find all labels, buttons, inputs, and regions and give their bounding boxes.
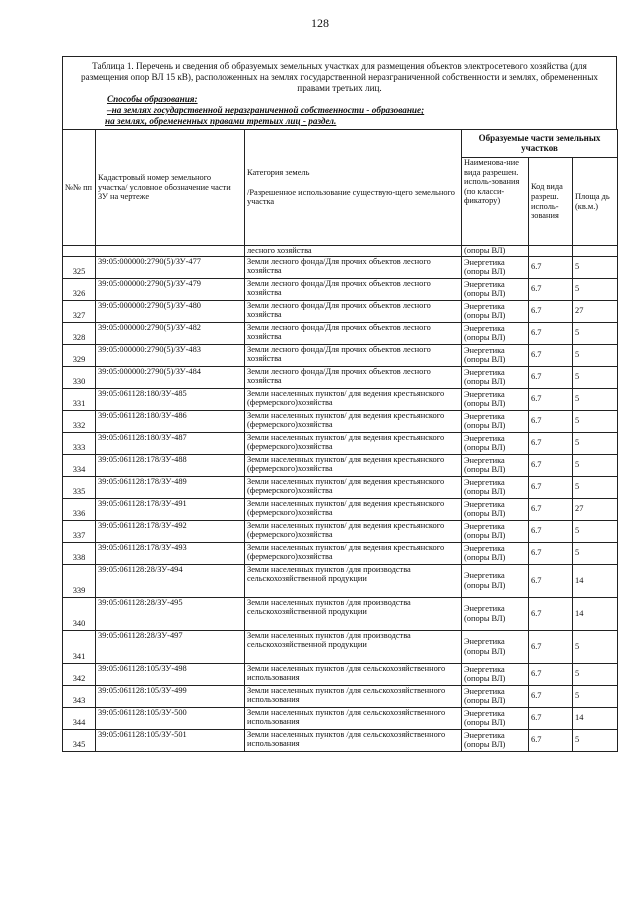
- row-number: 343: [63, 685, 96, 707]
- row-cadastral-id: 39:05:000000:2790(5)/ЗУ-483: [96, 344, 245, 366]
- row-category: Земли населенных пунктов/ для ведения крестьянского (фермерского)хозяйства: [245, 476, 462, 498]
- table-row: [63, 597, 618, 630]
- row-number: 338: [63, 542, 96, 564]
- row-cadastral-id: 39:05:061128:178/ЗУ-491: [96, 498, 245, 520]
- row-cadastral-id: 39:05:061128:105/ЗУ-498: [96, 663, 245, 685]
- row-use: Энергетика (опоры ВЛ): [462, 707, 529, 729]
- row-category: Земли лесного фонда/Для прочих объектов лесного хозяйства: [245, 278, 462, 300]
- table-row: [63, 322, 618, 344]
- row-number: 336: [63, 498, 96, 520]
- table-row: [63, 476, 618, 498]
- row-use: Энергетика (опоры ВЛ): [462, 542, 529, 564]
- row-area: 14: [573, 707, 618, 729]
- table-row: [63, 685, 618, 707]
- row-category: Земли населенных пунктов/ для ведения крестьянского (фермерского)хозяйства: [245, 388, 462, 410]
- row-use: Энергетика (опоры ВЛ): [462, 278, 529, 300]
- row-use: Энергетика (опоры ВЛ): [462, 476, 529, 498]
- row-number: 335: [63, 476, 96, 498]
- row-code: 6.7: [529, 663, 573, 685]
- row-number: 331: [63, 388, 96, 410]
- row-category: Земли населенных пунктов /для сельскохозяйственного использования: [245, 707, 462, 729]
- row-category: Земли населенных пунктов /для производства сельскохозяйственной продукции: [245, 564, 462, 597]
- row-code: 6.7: [529, 685, 573, 707]
- row-use: Энергетика (опоры ВЛ): [462, 410, 529, 432]
- table-row: [63, 498, 618, 520]
- row-area: 5: [573, 344, 618, 366]
- row-code: 6.7: [529, 630, 573, 663]
- row-area: 5: [573, 685, 618, 707]
- row-cadastral-id: 39:05:061128:180/ЗУ-485: [96, 388, 245, 410]
- row-category: Земли населенных пунктов /для производства сельскохозяйственной продукции: [245, 597, 462, 630]
- row-category: Земли населенных пунктов/ для ведения крестьянского (фермерского)хозяйства: [245, 454, 462, 476]
- row-area: 5: [573, 366, 618, 388]
- row-cadastral-id: 39:05:061128:180/ЗУ-486: [96, 410, 245, 432]
- row-cadastral-id: 39:05:000000:2790(5)/ЗУ-484: [96, 366, 245, 388]
- header-use-name: Наименова-ние вида разрешен. исполь-зования (по класси-фикатору): [462, 158, 529, 246]
- row-area: 5: [573, 256, 618, 278]
- page-number: 128: [311, 16, 329, 30]
- row-area: 5: [573, 542, 618, 564]
- row-use: Энергетика (опоры ВЛ): [462, 388, 529, 410]
- table-row: [63, 300, 618, 322]
- row-cadastral-id: 39:05:000000:2790(5)/ЗУ-482: [96, 322, 245, 344]
- row-cadastral-id: 39:05:061128:178/ЗУ-488: [96, 454, 245, 476]
- table-row: [63, 256, 618, 278]
- caption-title: Таблица 1. Перечень и сведения об образуемых земельных участках для размещения объектов электросетевого хозяйства (для размещения опор ВЛ 15 кВ), расположенных на землях государственной неразграниченной собственности и землях, обремененных правами третьих лиц.: [80, 61, 598, 93]
- row-use: Энергетика (опоры ВЛ): [462, 454, 529, 476]
- table-row: [63, 729, 618, 751]
- method-1: –на землях государственной неразграниченной собственности - образование;: [107, 105, 425, 115]
- row-number: 339: [63, 564, 96, 597]
- row-code: 6.7: [529, 520, 573, 542]
- table-caption: [62, 56, 617, 129]
- table-row: [63, 663, 618, 685]
- row-use: Энергетика (опоры ВЛ): [462, 729, 529, 751]
- row-number: 327: [63, 300, 96, 322]
- row-cadastral-id: 39:05:000000:2790(5)/ЗУ-479: [96, 278, 245, 300]
- table-row: [63, 707, 618, 729]
- continuation-category: лесного хозяйства: [245, 246, 462, 257]
- row-area: 5: [573, 663, 618, 685]
- row-area: 5: [573, 729, 618, 751]
- row-number: 332: [63, 410, 96, 432]
- row-code: 6.7: [529, 388, 573, 410]
- row-area: 5: [573, 432, 618, 454]
- row-area: 5: [573, 322, 618, 344]
- table-row: [63, 520, 618, 542]
- row-category: Земли населенных пунктов/ для ведения крестьянского (фермерского)хозяйства: [245, 432, 462, 454]
- row-category: Земли населенных пунктов /для сельскохозяйственного использования: [245, 663, 462, 685]
- row-use: Энергетика (опоры ВЛ): [462, 322, 529, 344]
- row-code: 6.7: [529, 278, 573, 300]
- table-row: [63, 388, 618, 410]
- row-number: 329: [63, 344, 96, 366]
- row-category: Земли населенных пунктов/ для ведения крестьянского (фермерского)хозяйства: [245, 520, 462, 542]
- row-cadastral-id: 39:05:061128:28/ЗУ-494: [96, 564, 245, 597]
- row-code: 6.7: [529, 542, 573, 564]
- row-category: Земли лесного фонда/Для прочих объектов лесного хозяйства: [245, 256, 462, 278]
- row-cadastral-id: 39:05:061128:28/ЗУ-497: [96, 630, 245, 663]
- row-code: 6.7: [529, 729, 573, 751]
- row-code: 6.7: [529, 410, 573, 432]
- row-category: Земли населенных пунктов /для производства сельскохозяйственной продукции: [245, 630, 462, 663]
- row-cadastral-id: 39:05:061128:180/ЗУ-487: [96, 432, 245, 454]
- row-use: Энергетика (опоры ВЛ): [462, 564, 529, 597]
- table-row: [63, 542, 618, 564]
- row-use: Энергетика (опоры ВЛ): [462, 663, 529, 685]
- row-category: Земли лесного фонда/Для прочих объектов лесного хозяйства: [245, 344, 462, 366]
- row-cadastral-id: 39:05:000000:2790(5)/ЗУ-480: [96, 300, 245, 322]
- methods-heading: Способы образования:: [107, 94, 198, 104]
- row-code: 6.7: [529, 322, 573, 344]
- row-cadastral-id: 39:05:061128:178/ЗУ-492: [96, 520, 245, 542]
- table-row: [63, 630, 618, 663]
- continuation-use: (опоры ВЛ): [462, 246, 529, 257]
- row-use: Энергетика (опоры ВЛ): [462, 597, 529, 630]
- row-cadastral-id: 39:05:061128:178/ЗУ-489: [96, 476, 245, 498]
- row-area: 14: [573, 564, 618, 597]
- table-row: [63, 410, 618, 432]
- row-use: Энергетика (опоры ВЛ): [462, 432, 529, 454]
- row-code: 6.7: [529, 707, 573, 729]
- row-use: Энергетика (опоры ВЛ): [462, 520, 529, 542]
- row-cadastral-id: 39:05:061128:105/ЗУ-501: [96, 729, 245, 751]
- row-number: 326: [63, 278, 96, 300]
- row-area: 14: [573, 597, 618, 630]
- row-category: Земли лесного фонда/Для прочих объектов лесного хозяйства: [245, 322, 462, 344]
- row-use: Энергетика (опоры ВЛ): [462, 630, 529, 663]
- row-cadastral-id: 39:05:061128:105/ЗУ-499: [96, 685, 245, 707]
- row-code: 6.7: [529, 597, 573, 630]
- row-category: Земли населенных пунктов /для сельскохозяйственного использования: [245, 685, 462, 707]
- row-code: 6.7: [529, 564, 573, 597]
- row-area: 27: [573, 498, 618, 520]
- row-area: 5: [573, 630, 618, 663]
- row-number: 340: [63, 597, 96, 630]
- header-group: Образуемые части земельных участков: [462, 130, 618, 158]
- row-number: 337: [63, 520, 96, 542]
- row-code: 6.7: [529, 432, 573, 454]
- table-row: [63, 344, 618, 366]
- table-row: [63, 432, 618, 454]
- row-number: 345: [63, 729, 96, 751]
- row-category: Земли населенных пунктов/ для ведения крестьянского (фермерского)хозяйства: [245, 542, 462, 564]
- row-number: 333: [63, 432, 96, 454]
- row-number: 325: [63, 256, 96, 278]
- row-number: 342: [63, 663, 96, 685]
- row-use: Энергетика (опоры ВЛ): [462, 685, 529, 707]
- row-area: 27: [573, 300, 618, 322]
- table-row: [63, 564, 618, 597]
- row-use: Энергетика (опоры ВЛ): [462, 256, 529, 278]
- table-row-continuation: [63, 246, 618, 257]
- table-row: [63, 366, 618, 388]
- row-area: 5: [573, 454, 618, 476]
- table-body: [63, 246, 618, 752]
- row-category: Земли лесного фонда/Для прочих объектов лесного хозяйства: [245, 300, 462, 322]
- document-frame: [62, 56, 617, 752]
- parcels-table: [62, 129, 618, 752]
- row-number: 328: [63, 322, 96, 344]
- row-area: 5: [573, 410, 618, 432]
- header-area: Площа дь (кв.м.): [573, 158, 618, 246]
- row-category: Земли населенных пунктов/ для ведения крестьянского (фермерского)хозяйства: [245, 410, 462, 432]
- row-code: 6.7: [529, 300, 573, 322]
- row-number: 341: [63, 630, 96, 663]
- row-use: Энергетика (опоры ВЛ): [462, 300, 529, 322]
- header-use-code: Код вида разреш. исполь-зования: [529, 158, 573, 246]
- header-cadastral: Кадастровый номер земельного участка/ условное обозначение части ЗУ на чертеже: [96, 130, 245, 246]
- method-2: на землях, обремененных правами третьих лиц - раздел.: [105, 116, 337, 126]
- table-row: [63, 454, 618, 476]
- row-area: 5: [573, 476, 618, 498]
- row-cadastral-id: 39:05:061128:178/ЗУ-493: [96, 542, 245, 564]
- row-use: Энергетика (опоры ВЛ): [462, 344, 529, 366]
- header-num: №№ пп: [63, 130, 96, 246]
- row-area: 5: [573, 278, 618, 300]
- row-area: 5: [573, 388, 618, 410]
- row-category: Земли населенных пунктов /для сельскохозяйственного использования: [245, 729, 462, 751]
- row-code: 6.7: [529, 256, 573, 278]
- row-number: 330: [63, 366, 96, 388]
- header-category: Категория земель /Разрешенное использование существую-щего земельного участка: [245, 130, 462, 246]
- row-use: Энергетика (опоры ВЛ): [462, 366, 529, 388]
- row-cadastral-id: 39:05:061128:28/ЗУ-495: [96, 597, 245, 630]
- row-code: 6.7: [529, 498, 573, 520]
- row-cadastral-id: 39:05:000000:2790(5)/ЗУ-477: [96, 256, 245, 278]
- table-row: [63, 278, 618, 300]
- row-area: 5: [573, 520, 618, 542]
- row-code: 6.7: [529, 366, 573, 388]
- row-category: Земли лесного фонда/Для прочих объектов лесного хозяйства: [245, 366, 462, 388]
- row-number: 334: [63, 454, 96, 476]
- row-use: Энергетика (опоры ВЛ): [462, 498, 529, 520]
- row-code: 6.7: [529, 344, 573, 366]
- row-cadastral-id: 39:05:061128:105/ЗУ-500: [96, 707, 245, 729]
- row-number: 344: [63, 707, 96, 729]
- row-code: 6.7: [529, 454, 573, 476]
- row-code: 6.7: [529, 476, 573, 498]
- row-category: Земли населенных пунктов/ для ведения крестьянского (фермерского)хозяйства: [245, 498, 462, 520]
